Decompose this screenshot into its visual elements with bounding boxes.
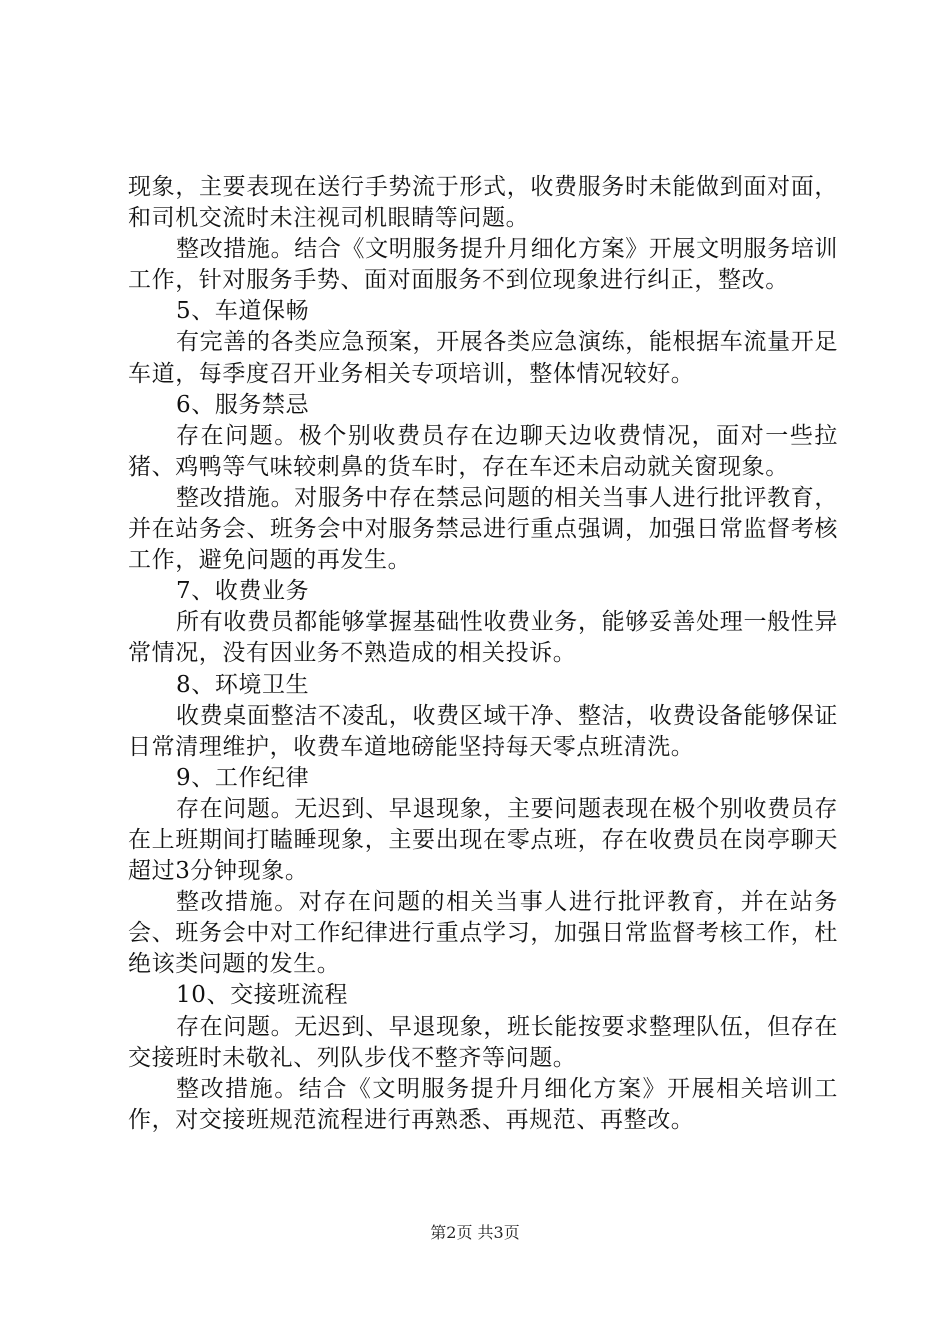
section-heading: 9、工作纪律 <box>176 764 310 791</box>
section-heading: 5、车道保畅 <box>176 298 310 325</box>
page-number-label: 第2页 共3页 <box>430 1223 520 1242</box>
section-heading: 7、收费业务 <box>176 578 310 605</box>
section-heading: 10、交接班流程 <box>176 982 349 1009</box>
paragraph: 所有收费员都能够掌握基础性收费业务，能够妥善处理一般性异常情况，没有因业务不熟造成的相关投诉。 <box>128 609 838 667</box>
section-heading: 8、环境卫生 <box>176 671 310 698</box>
paragraph: 整改措施。对服务中存在禁忌问题的相关当事人进行批评教育，并在站务会、班务会中对服务禁忌进行重点强调，加强日常监督考核工作，避免问题的再发生。 <box>128 484 838 574</box>
paragraph: 整改措施。对存在问题的相关当事人进行批评教育，并在站务会、班务会中对工作纪律进行重点学习，加强日常监督考核工作，杜绝该类问题的发生。 <box>128 889 838 978</box>
paragraph: 整改措施。结合《文明服务提升月细化方案》开展相关培训工作，对交接班规范流程进行再熟悉、再规范、再整改。 <box>128 1075 838 1133</box>
paragraph: 收费桌面整洁不凌乱，收费区域干净、整洁，收费设备能够保证日常清理维护，收费车道地磅能坚持每天零点班清洗。 <box>128 702 838 760</box>
paragraph: 存在问题。无迟到、早退现象，班长能按要求整理队伍，但存在交接班时未敬礼、列队步伐不整齐等问题。 <box>128 1013 838 1071</box>
paragraph: 存在问题。无迟到、早退现象，主要问题表现在极个别收费员存在上班期间打瞌睡现象，主要出现在零点班，存在收费员在岗亭聊天超过3分钟现象。 <box>128 795 838 885</box>
paragraph: 存在问题。极个别收费员存在边聊天边收费情况，面对一些拉猪、鸡鸭等气味较刺鼻的货车时，存在车还未启动就关窗现象。 <box>128 422 838 480</box>
paragraph: 有完善的各类应急预案，开展各类应急演练，能根据车流量开足车道，每季度召开业务相关专项培训，整体情况较好。 <box>128 329 838 387</box>
page-footer <box>0 1220 950 1243</box>
paragraph: 整改措施。结合《文明服务提升月细化方案》开展文明服务培训工作，针对服务手势、面对面服务不到位现象进行纠正，整改。 <box>128 236 838 294</box>
document-body <box>128 172 838 1136</box>
paragraph: 现象，主要表现在送行手势流于形式，收费服务时未能做到面对面，和司机交流时未注视司机眼睛等问题。 <box>128 174 838 232</box>
section-heading: 6、服务禁忌 <box>176 391 310 418</box>
